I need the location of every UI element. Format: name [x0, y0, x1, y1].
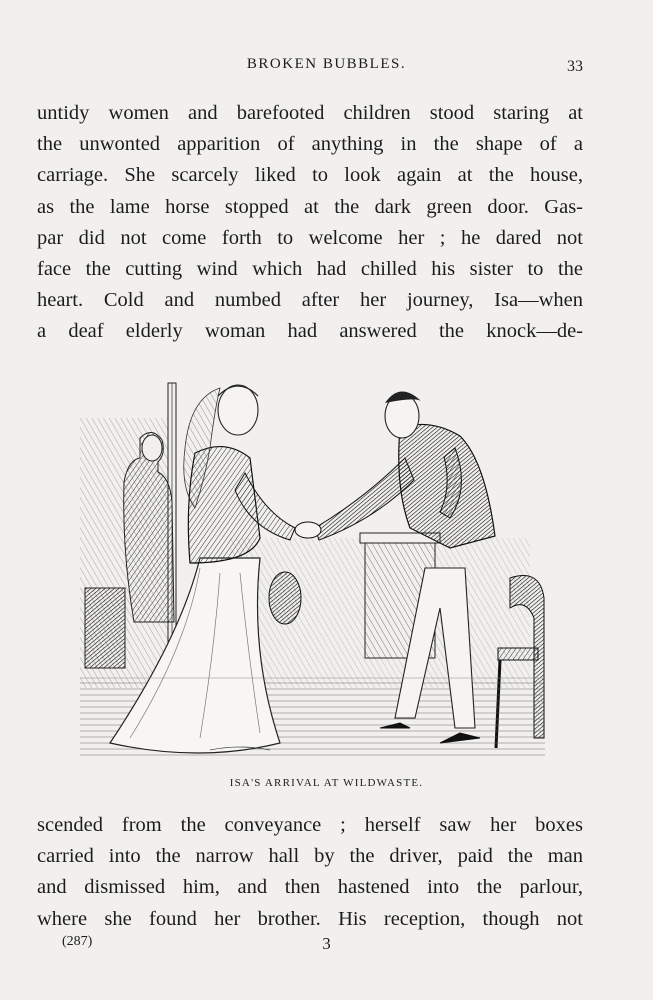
text-line: carriage. She scarcely liked to look again at the house,: [37, 164, 583, 187]
page-number: 33: [567, 58, 583, 75]
text-line: a deaf elderly woman had answered the knock—de-: [37, 320, 583, 343]
engraving-illustration: [80, 378, 545, 768]
text-line: as the lame horse stopped at the dark green door. Gas-: [37, 195, 583, 218]
text-line: carried into the narrow hall by the driver, paid the man: [37, 845, 583, 868]
running-title: BROKEN BUBBLES.: [246, 56, 407, 72]
leaf-number: 3: [322, 934, 331, 953]
text-line: face the cutting wind which had chilled his sister to the: [37, 258, 583, 281]
body-text-top: [37, 98, 583, 348]
text-line: par did not come forth to welcome her ; he dared not: [37, 226, 583, 249]
body-text-bottom: [37, 810, 583, 935]
text-line: where she found her brother. His reception, though not: [37, 907, 583, 930]
text-line: and dismissed him, and then hastened into the parlour,: [37, 876, 583, 899]
signature-mark: (287): [62, 934, 93, 949]
illustration-caption: ISA'S ARRIVAL AT WILDWASTE.: [229, 777, 424, 789]
text-line: scended from the conveyance ; herself saw her boxes: [37, 814, 583, 836]
clasped-hands: [295, 522, 321, 538]
text-line: heart. Cold and numbed after her journey, Isa—when: [37, 289, 583, 312]
text-line: untidy women and barefooted children stood staring at: [37, 102, 583, 124]
text-line: the unwonted apparition of anything in the shape of a: [37, 133, 583, 156]
